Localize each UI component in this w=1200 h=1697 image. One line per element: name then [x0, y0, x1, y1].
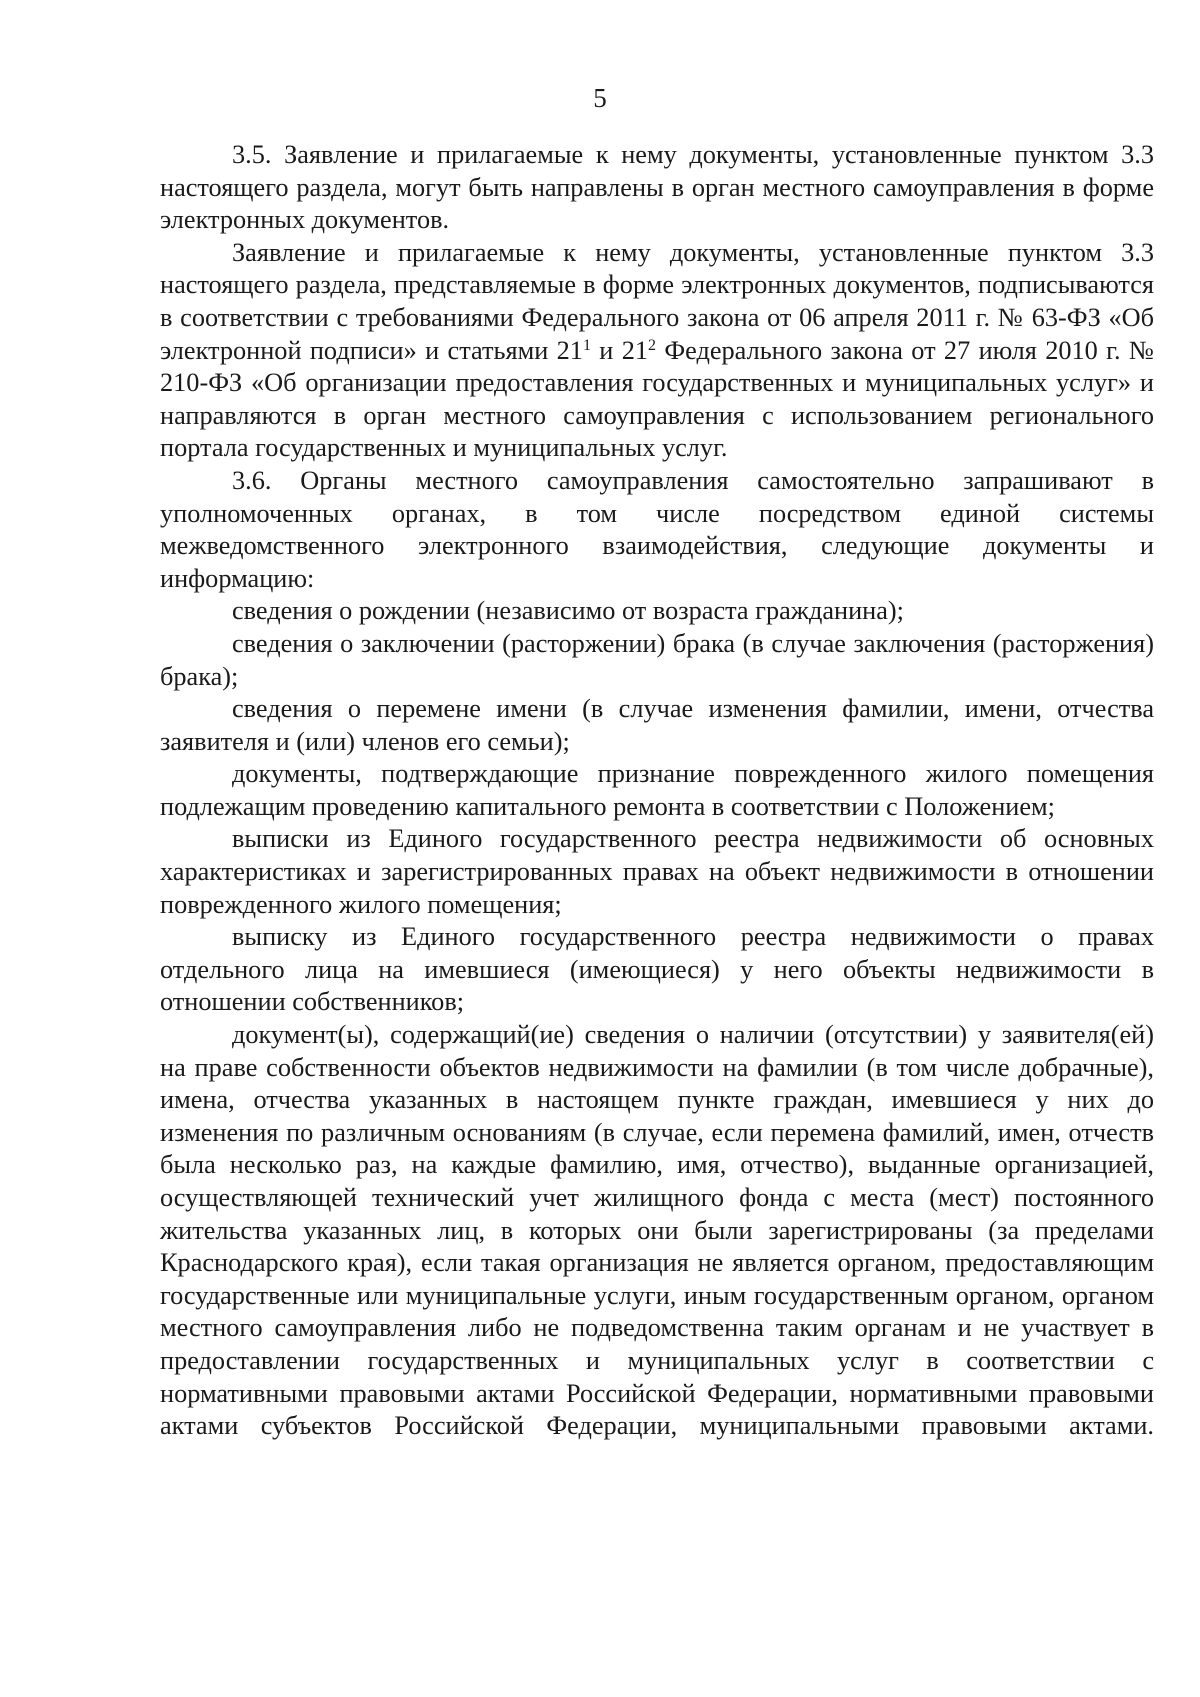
paragraph-text-part: Федерального закона от 27 июля 2010 г. № 210-ФЗ «Об организации предоставления государственных и муниципальных услуг» и направляются в орган местного самоуправления с использованием регионального портала государственных и муниципальных услуг.: [160, 335, 1154, 463]
list-item-ownership-documents: документ(ы), содержащий(ие) сведения о наличии (отсутствии) у заявителя(ей) на праве собственности объектов недвижимости на фамилии (в том числе добрачные), имена, отчества указанных в настоящем пункте граждан, имевшиеся у них до изменения по различным основаниям (в случае, если перемена фамилий, имен, отчеств была несколько раз, на каждые фамилию, имя, отчество), выданные организацией, осуществляющей технический учет жилищного фонда с места (мест) постоянного жительства указанных лиц, в которых они были зарегистрированы (за пределами Краснодарского края), если такая организация не является органом, предоставляющим государственные или муниципальные услуги, иным государственным органом, органом местного самоуправления либо не подведомственна таким органам и не участвует в предоставлении государственных и муниципальных услуг в соответствии с нормативными правовыми актами Российской Федерации, нормативными правовыми актами субъектов Российской Федерации, муниципальными правовыми актами.: [160, 1020, 1154, 1441]
list-item-birth-info: сведения о рождении (независимо от возраста гражданина);: [232, 596, 904, 626]
list-item-marriage-info: сведения о заключении (расторжении) брака (в случае заключения (расторжения) брака);: [160, 628, 1154, 691]
superscript: 1: [582, 336, 591, 354]
document-body: [160, 139, 1154, 1443]
page-number: 5: [593, 83, 607, 113]
paragraph-3-6: 3.6. Органы местного самоуправления самостоятельно запрашивают в уполномоченных органах, в том числе посредством единой системы межведомственного электронного взаимодействия, следующие документы и информацию:: [160, 465, 1154, 593]
paragraph-text-part: Заявление и прилагаемые к нему документы, установленные пунктом 3.3 настоящего раздела, представляемые в форме электронных документов, подписываются в соответствии с требованиями Федерального закона от 06 апреля 2011 г. № 63-ФЗ «Об электронной подписи» и статьями 21: [160, 237, 1154, 365]
superscript: 2: [648, 336, 657, 354]
list-item-name-change-info: сведения о перемене имени (в случае изменения фамилии, имени, отчества заявителя и (или) членов его семьи);: [160, 694, 1154, 756]
list-item-owner-extract: выписку из Единого государственного реестра недвижимости о правах отдельного лица на имевшиеся (имеющиеся) у него объекты недвижимости в отношении собственников;: [160, 922, 1154, 1017]
paragraph-electronic-signature: [160, 237, 1154, 465]
list-item-registry-extracts: выписки из Единого государственного реестра недвижимости об основных характеристиках и зарегистрированных правах на объект недвижимости в отношении поврежденного жилого помещения;: [160, 824, 1154, 919]
paragraph-text-part: и 21: [590, 335, 649, 365]
paragraph-3-5: 3.5. Заявление и прилагаемые к нему документы, установленные пунктом 3.3 настоящего раздела, могут быть направлены в орган местного самоуправления в форме электронных документов.: [160, 140, 1154, 235]
list-item-repair-documents: документы, подтверждающие признание поврежденного жилого помещения подлежащим проведению капитального ремонта в соответствии с Положением;: [160, 759, 1154, 821]
